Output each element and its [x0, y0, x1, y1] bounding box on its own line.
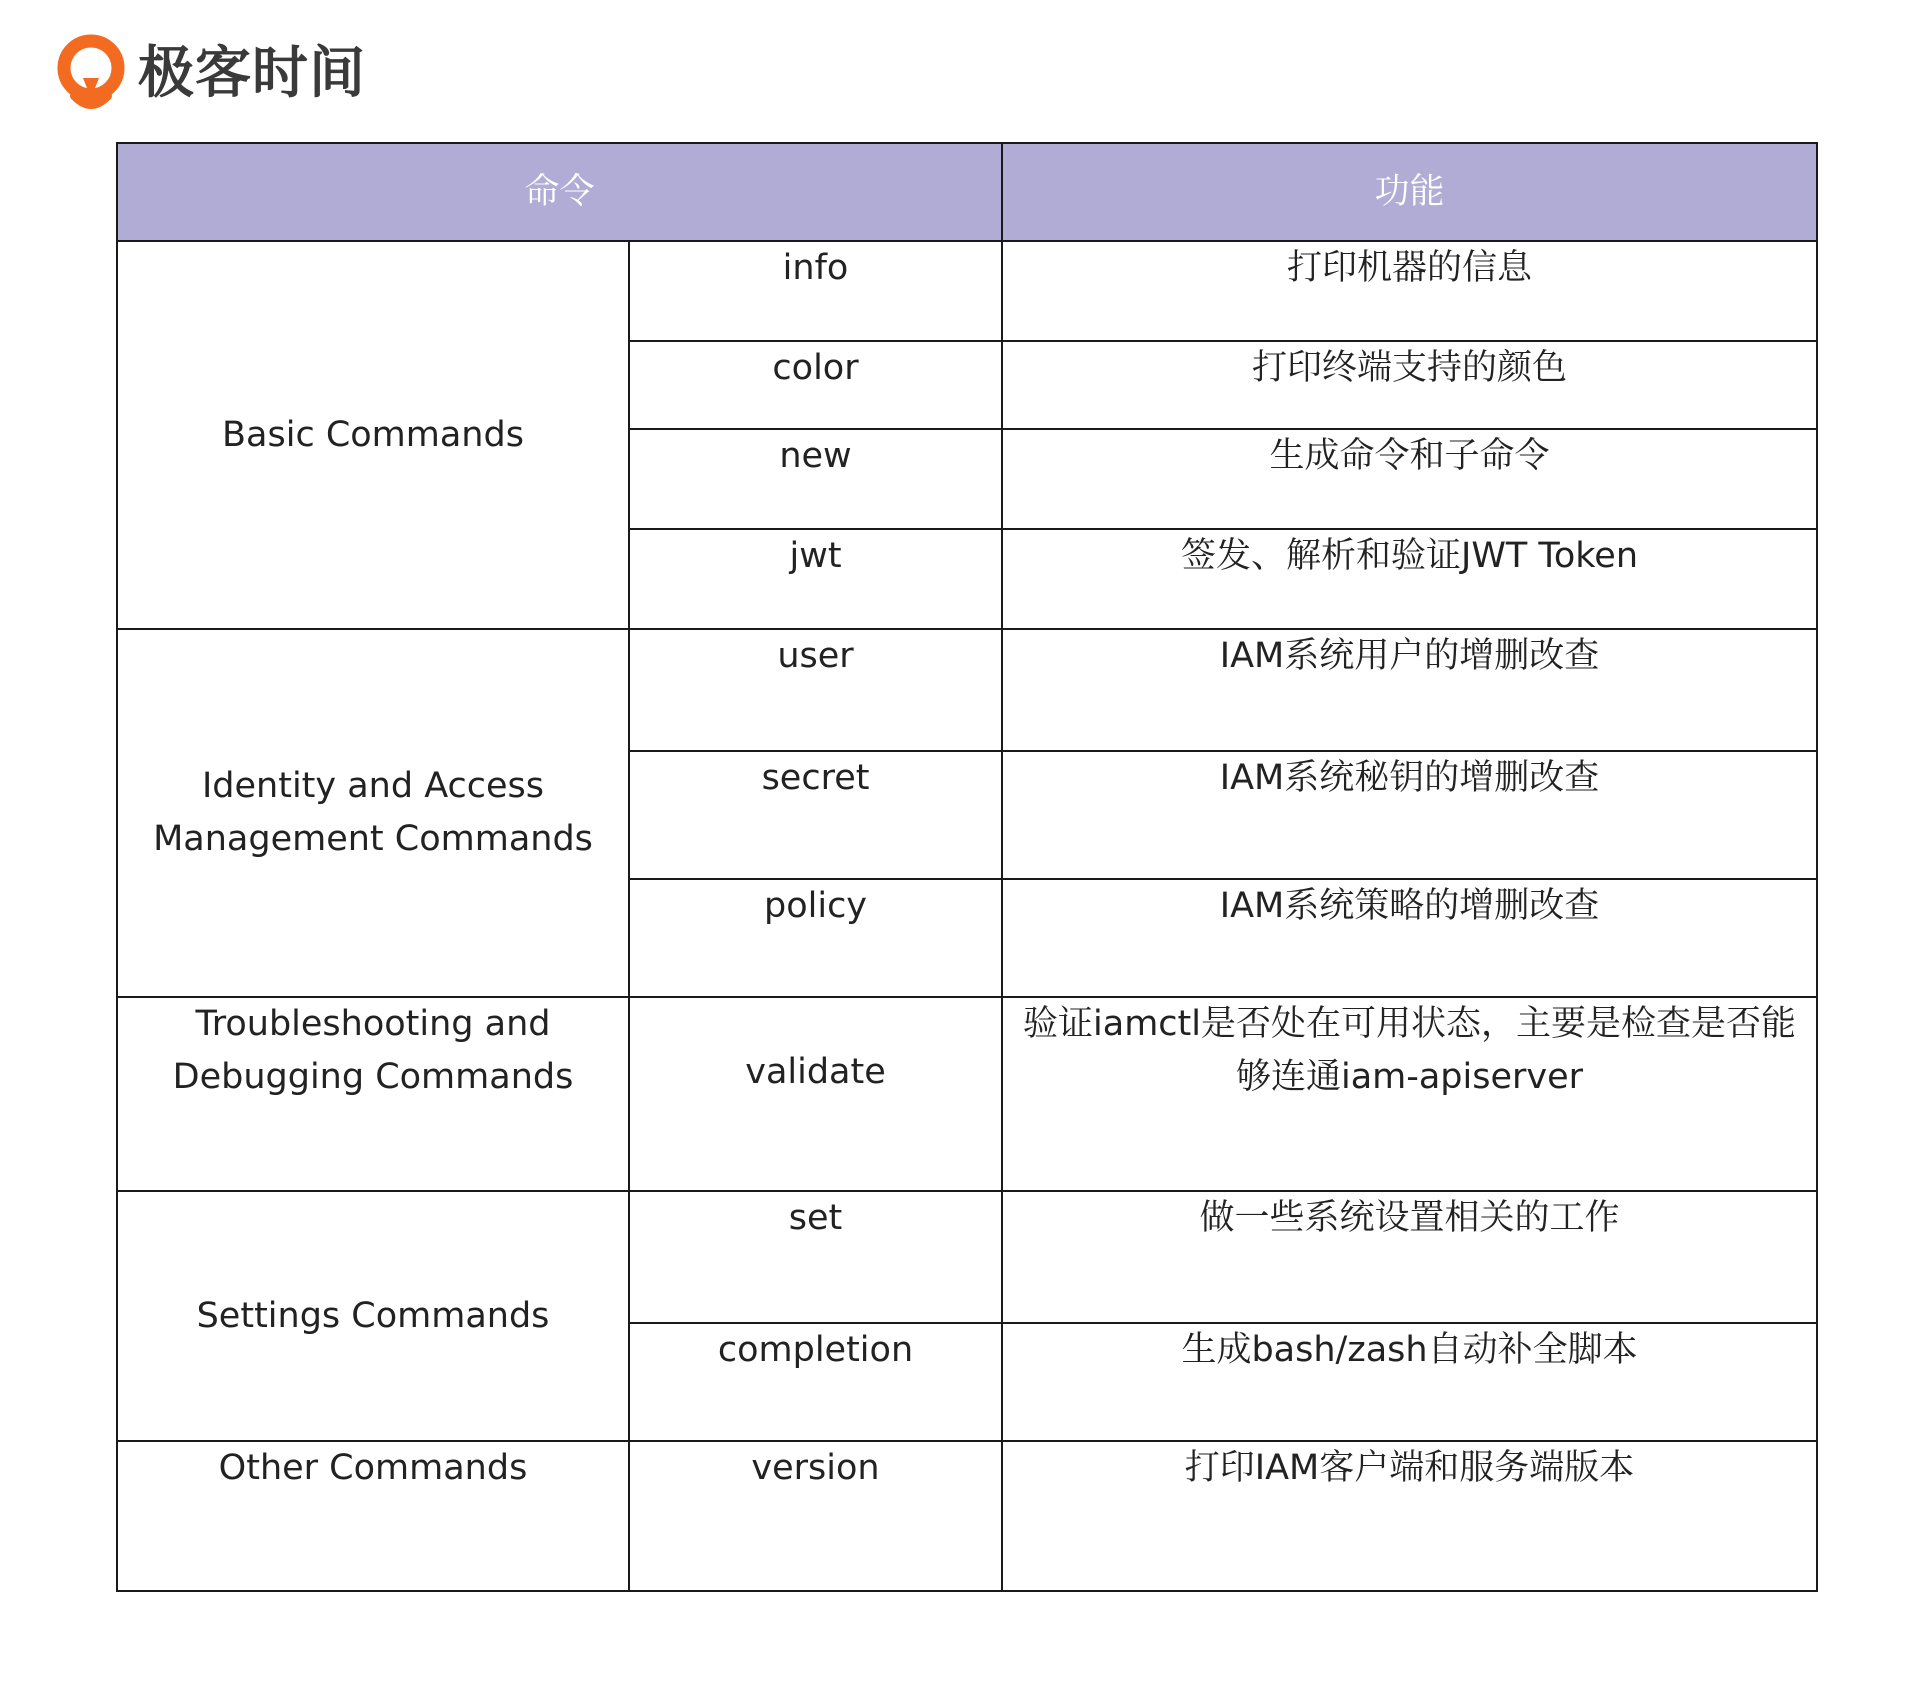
command-table	[116, 142, 1818, 1592]
command-cell: set	[629, 1191, 1002, 1323]
command-cell: user	[629, 629, 1002, 751]
function-cell: IAM系统秘钥的增删改查	[1002, 751, 1817, 879]
function-cell: 签发、解析和验证JWT Token	[1002, 529, 1817, 629]
command-cell: color	[629, 341, 1002, 429]
command-cell: jwt	[629, 529, 1002, 629]
geektime-logo-icon	[56, 34, 126, 114]
group-basic-commands: Basic Commands	[117, 241, 629, 629]
command-cell: completion	[629, 1323, 1002, 1441]
function-cell: 生成命令和子命令	[1002, 429, 1817, 529]
table-header-row	[117, 143, 1817, 241]
brand-name: 极客时间	[138, 41, 366, 106]
command-cell: new	[629, 429, 1002, 529]
table-row	[117, 1441, 1817, 1591]
command-cell: info	[629, 241, 1002, 341]
group-other-commands: Other Commands	[117, 1441, 629, 1591]
function-cell: 生成bash/zash自动补全脚本	[1002, 1323, 1817, 1441]
header-command: 命令	[117, 143, 1002, 241]
function-cell: IAM系统策略的增删改查	[1002, 879, 1817, 997]
command-cell: version	[629, 1441, 1002, 1591]
function-cell: 打印机器的信息	[1002, 241, 1817, 341]
group-troubleshooting-commands: Troubleshooting and Debugging Commands	[117, 997, 629, 1191]
brand-header	[56, 34, 366, 114]
table-row	[117, 241, 1817, 341]
group-settings-commands: Settings Commands	[117, 1191, 629, 1441]
function-cell: IAM系统用户的增删改查	[1002, 629, 1817, 751]
function-cell: 做一些系统设置相关的工作	[1002, 1191, 1817, 1323]
function-cell: 打印终端支持的颜色	[1002, 341, 1817, 429]
table-row	[117, 997, 1817, 1191]
command-cell: secret	[629, 751, 1002, 879]
function-cell: 打印IAM客户端和服务端版本	[1002, 1441, 1817, 1591]
function-cell: 验证iamctl是否处在可用状态，主要是检查是否能够连通iam-apiserver	[1002, 997, 1817, 1191]
table-row	[117, 1191, 1817, 1323]
command-cell: policy	[629, 879, 1002, 997]
command-cell: validate	[629, 997, 1002, 1191]
table-row	[117, 629, 1817, 751]
header-function: 功能	[1002, 143, 1817, 241]
group-iam-commands: Identity and Access Management Commands	[117, 629, 629, 997]
